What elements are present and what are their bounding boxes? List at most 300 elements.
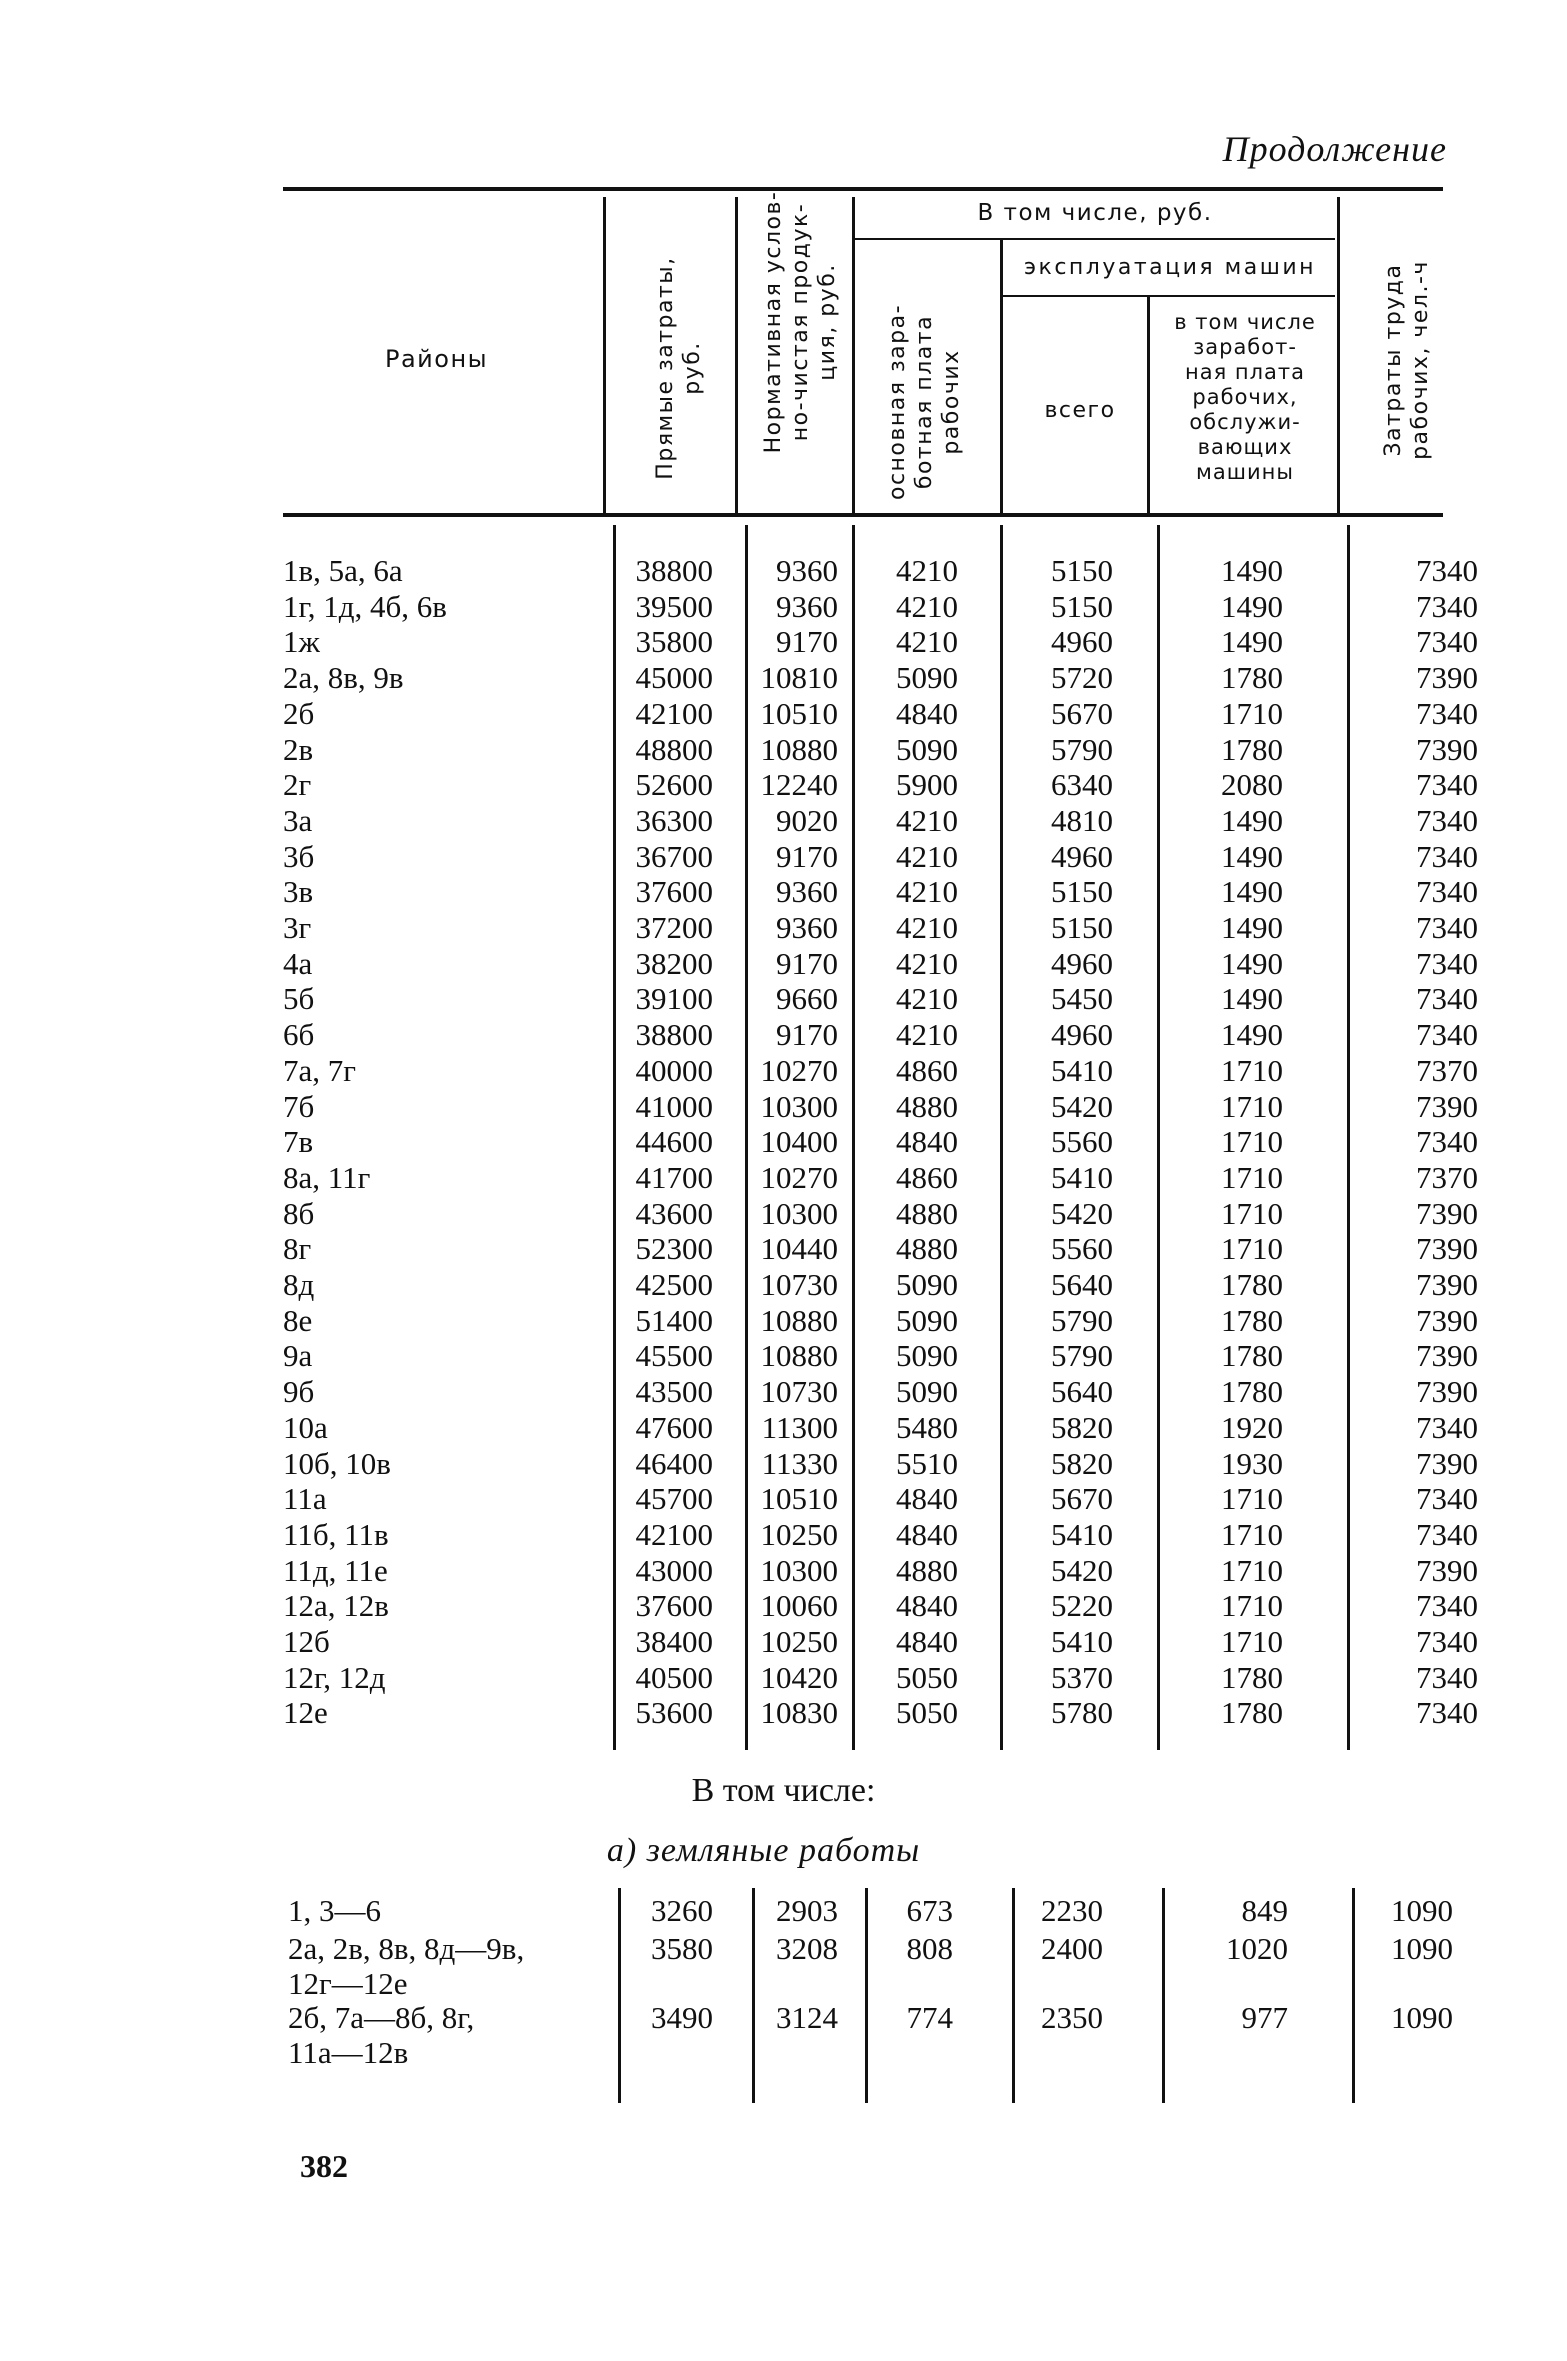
cell-machine-wage: 1930 (1221, 1445, 1283, 1481)
cell-base-wage: 4210 (896, 945, 958, 981)
cell-direct-costs: 46400 (635, 1445, 713, 1481)
cell-machine-wage: 1780 (1221, 731, 1283, 767)
cell-machine-wage: 1710 (1221, 1052, 1283, 1088)
cell-labor-costs: 7340 (1416, 1659, 1478, 1695)
cell-machine-total: 5450 (1051, 981, 1113, 1017)
cell-normative-product: 9360 (776, 874, 838, 910)
cell-labor-costs: 7340 (1416, 1481, 1478, 1517)
cell-machine-wage: 1710 (1221, 1195, 1283, 1231)
cell-labor-costs: 7390 (1416, 1088, 1478, 1124)
cell-district: 12а, 12в (283, 1588, 389, 1624)
header-base-wage: основная зара- ботная плата рабочих (885, 303, 964, 501)
cell-labor-costs: 7340 (1416, 588, 1478, 624)
cell-machine-wage: 1490 (1221, 1017, 1283, 1053)
cell-base-wage: 4210 (896, 981, 958, 1017)
cell-base-wage: 4210 (896, 553, 958, 588)
cell-base-wage: 4880 (896, 1231, 958, 1267)
cell-machine-wage: 1490 (1221, 945, 1283, 981)
cell-labor-costs: 7340 (1416, 1017, 1478, 1053)
cell-district: 11б, 11в (283, 1516, 389, 1552)
cell-normative-product: 2903 (776, 1893, 838, 1928)
cell-district: 1ж (283, 624, 320, 660)
cell-machine-wage: 1490 (1221, 553, 1283, 588)
table-row (283, 732, 1483, 768)
cell-machine-total: 4810 (1051, 802, 1113, 838)
cell-district: 3а (283, 802, 313, 838)
cell-normative-product: 10300 (760, 1088, 838, 1124)
cell-direct-costs: 45500 (635, 1338, 713, 1374)
table-row (283, 589, 1483, 625)
cell-district-continued: 11а—12в (288, 2035, 409, 2070)
cell-machine-total: 5670 (1051, 1481, 1113, 1517)
cell-machine-wage: 1710 (1221, 1088, 1283, 1124)
cell-normative-product: 10730 (760, 1374, 838, 1410)
cell-normative-product: 9660 (776, 981, 838, 1017)
cell-direct-costs: 35800 (635, 624, 713, 660)
cell-base-wage: 4210 (896, 1017, 958, 1053)
cell-base-wage: 5050 (896, 1695, 958, 1731)
cell-labor-costs: 7340 (1416, 802, 1478, 838)
table-row (283, 1017, 1483, 1053)
header-labor-costs: Затраты труда рабочих, чел.-ч (1381, 260, 1433, 460)
table-row (283, 1695, 1483, 1731)
table-row (283, 1089, 1483, 1125)
cell-machine-total: 5640 (1051, 1267, 1113, 1302)
cell-labor-costs: 7340 (1416, 945, 1478, 981)
cell-district: 7а, 7г (283, 1052, 356, 1088)
cell-district: 8б (283, 1195, 315, 1231)
cell-district: 2б, 7а—8б, 8г, (288, 2000, 475, 2035)
cell-district: 2а, 2в, 8в, 8д—9в, (288, 1931, 525, 1966)
cell-direct-costs: 42100 (635, 1516, 713, 1552)
sub-divider-5 (1162, 1888, 1165, 2103)
cell-base-wage: 4210 (896, 588, 958, 624)
cell-labor-costs: 7340 (1416, 1516, 1478, 1552)
cell-base-wage: 4860 (896, 1052, 958, 1088)
cell-normative-product: 10400 (760, 1124, 838, 1160)
cell-labor-costs: 7390 (1416, 1302, 1478, 1338)
header-machine-operation: эксплуатация машин (1023, 255, 1317, 280)
cell-labor-costs: 1090 (1391, 2000, 1453, 2035)
cell-base-wage: 4210 (896, 624, 958, 660)
cell-district: 2а, 8в, 9в (283, 660, 404, 696)
table-row (283, 1446, 1483, 1482)
table-row (283, 1517, 1483, 1553)
cell-base-wage: 4880 (896, 1552, 958, 1588)
cell-machine-total: 5560 (1051, 1124, 1113, 1160)
table-row (283, 1481, 1483, 1517)
cell-base-wage: 5090 (896, 1338, 958, 1374)
cell-district: 7в (283, 1124, 314, 1160)
cell-direct-costs: 48800 (635, 731, 713, 767)
cell-base-wage: 673 (906, 1893, 953, 1928)
cell-base-wage: 5090 (896, 1302, 958, 1338)
cell-direct-costs: 52300 (635, 1231, 713, 1267)
cell-normative-product: 9170 (776, 838, 838, 874)
cell-machine-wage: 1780 (1221, 1267, 1283, 1302)
cell-machine-wage: 1710 (1221, 1159, 1283, 1195)
cell-normative-product: 3124 (776, 2000, 838, 2035)
cell-direct-costs: 44600 (635, 1124, 713, 1160)
cell-normative-product: 10810 (760, 660, 838, 696)
cell-district: 10б, 10в (283, 1445, 391, 1481)
cell-machine-total: 5640 (1051, 1374, 1113, 1410)
cell-labor-costs: 7390 (1416, 1195, 1478, 1231)
cell-base-wage: 4860 (896, 1159, 958, 1195)
table-row (283, 1303, 1483, 1339)
cell-normative-product: 10880 (760, 731, 838, 767)
header-divider-3 (852, 197, 855, 513)
cell-machine-total: 6340 (1051, 767, 1113, 803)
cell-labor-costs: 7340 (1416, 981, 1478, 1017)
cell-machine-total: 5820 (1051, 1409, 1113, 1445)
cell-direct-costs: 42500 (635, 1267, 713, 1302)
cell-district: 3в (283, 874, 314, 910)
cell-district: 8а, 11г (283, 1159, 371, 1195)
cell-base-wage: 4840 (896, 1124, 958, 1160)
cell-machine-wage: 1490 (1221, 802, 1283, 838)
cell-labor-costs: 7390 (1416, 1338, 1478, 1374)
table-row (283, 946, 1483, 982)
cell-normative-product: 11330 (761, 1445, 838, 1481)
cell-direct-costs: 41700 (635, 1159, 713, 1195)
cell-direct-costs: 38400 (635, 1624, 713, 1659)
table-row (283, 1196, 1483, 1232)
cell-district: 11а (283, 1481, 327, 1517)
cell-district: 9а (283, 1338, 313, 1374)
table-row (283, 874, 1483, 910)
cell-base-wage: 5090 (896, 1374, 958, 1410)
cell-direct-costs: 39100 (635, 981, 713, 1017)
table-top-rule (283, 187, 1443, 191)
cell-machine-wage: 1710 (1221, 1124, 1283, 1160)
cell-machine-total: 5420 (1051, 1088, 1113, 1124)
section-subtitle: а) земляные работы (606, 1832, 921, 1869)
header-rule-machine (1000, 295, 1335, 297)
cell-labor-costs: 7340 (1416, 910, 1478, 945)
cell-direct-costs: 38800 (635, 1017, 713, 1053)
cell-machine-total: 5150 (1051, 588, 1113, 624)
header-divider-1 (603, 197, 606, 513)
cell-district: 1, 3—6 (288, 1893, 381, 1928)
sub-divider-1 (618, 1888, 621, 2103)
cell-machine-total: 5820 (1051, 1445, 1113, 1481)
sub-divider-6 (1352, 1888, 1355, 2103)
cell-normative-product: 10830 (760, 1695, 838, 1731)
cell-machine-total: 5150 (1051, 910, 1113, 945)
cell-machine-wage: 1920 (1221, 1409, 1283, 1445)
cell-machine-wage: 1490 (1221, 624, 1283, 660)
cell-machine-total: 5410 (1051, 1052, 1113, 1088)
header-divider-5 (1147, 297, 1150, 513)
cell-base-wage: 4840 (896, 1624, 958, 1659)
cell-base-wage: 4210 (896, 802, 958, 838)
cell-direct-costs: 45700 (635, 1481, 713, 1517)
cell-direct-costs: 3260 (651, 1893, 713, 1928)
table-row (283, 624, 1483, 660)
cell-district: 4а (283, 945, 313, 981)
header-divider-6 (1337, 197, 1340, 513)
cell-normative-product: 9170 (776, 945, 838, 981)
cell-machine-total: 5420 (1051, 1195, 1113, 1231)
header-direct-costs: Прямые затраты, руб. (653, 256, 705, 480)
cell-machine-total: 5220 (1051, 1588, 1113, 1624)
cell-normative-product: 9170 (776, 624, 838, 660)
cell-normative-product: 10420 (760, 1659, 838, 1695)
cell-base-wage: 808 (906, 1931, 953, 1966)
cell-machine-total: 4960 (1051, 1017, 1113, 1053)
cell-machine-total: 5420 (1051, 1552, 1113, 1588)
cell-district: 12г, 12д (283, 1659, 386, 1695)
cell-direct-costs: 47600 (635, 1409, 713, 1445)
cell-machine-wage: 1780 (1221, 1302, 1283, 1338)
cell-labor-costs: 1090 (1391, 1893, 1453, 1928)
cell-base-wage: 4880 (896, 1195, 958, 1231)
cell-normative-product: 10300 (760, 1195, 838, 1231)
cell-labor-costs: 7340 (1416, 1588, 1478, 1624)
page-number: 382 (300, 2148, 348, 2184)
cell-base-wage: 4210 (896, 838, 958, 874)
cell-district: 8е (283, 1302, 313, 1338)
table-row (283, 1338, 1483, 1374)
cell-machine-wage: 1490 (1221, 838, 1283, 874)
header-rule-including (855, 238, 1335, 240)
cell-labor-costs: 7390 (1416, 660, 1478, 696)
cell-district: 2б (283, 695, 315, 731)
cell-normative-product: 9170 (776, 1017, 838, 1053)
cell-normative-product: 10270 (760, 1052, 838, 1088)
cell-labor-costs: 7390 (1416, 1267, 1478, 1302)
cell-machine-wage: 1780 (1221, 1338, 1283, 1374)
cell-machine-total: 5560 (1051, 1231, 1113, 1267)
header-districts: Районы (385, 345, 489, 373)
cell-normative-product: 10250 (760, 1516, 838, 1552)
table-row (283, 1374, 1483, 1410)
cell-district: 2г (283, 767, 312, 803)
table-row (283, 660, 1483, 696)
cell-machine-total: 5370 (1051, 1659, 1113, 1695)
cell-district: 2в (283, 731, 314, 767)
cell-machine-wage: 1780 (1221, 660, 1283, 696)
cell-direct-costs: 53600 (635, 1695, 713, 1731)
table-row (283, 553, 1483, 589)
continuation-label: Продолжение (1222, 129, 1447, 169)
cell-labor-costs: 7340 (1416, 1409, 1478, 1445)
sub-divider-3 (865, 1888, 868, 2103)
sub-divider-2 (752, 1888, 755, 2103)
cell-normative-product: 9360 (776, 553, 838, 588)
header-bottom-rule (283, 513, 1443, 517)
cell-machine-wage: 849 (1241, 1893, 1288, 1928)
cell-machine-total: 5720 (1051, 660, 1113, 696)
cell-direct-costs: 41000 (635, 1088, 713, 1124)
cell-machine-wage: 1490 (1221, 588, 1283, 624)
cell-machine-wage: 1710 (1221, 695, 1283, 731)
cell-direct-costs: 43000 (635, 1552, 713, 1588)
cell-machine-wage: 1780 (1221, 1374, 1283, 1410)
table-row (283, 1553, 1483, 1589)
cell-direct-costs: 40000 (635, 1052, 713, 1088)
cell-machine-wage: 1780 (1221, 1695, 1283, 1731)
cell-direct-costs: 43600 (635, 1195, 713, 1231)
cell-direct-costs: 51400 (635, 1302, 713, 1338)
cell-base-wage: 4840 (896, 1588, 958, 1624)
cell-normative-product: 10250 (760, 1624, 838, 1659)
cell-machine-wage: 1710 (1221, 1624, 1283, 1659)
cell-base-wage: 4840 (896, 1481, 958, 1517)
cell-district: 8г (283, 1231, 312, 1267)
cell-machine-wage: 1490 (1221, 981, 1283, 1017)
cell-base-wage: 4840 (896, 695, 958, 731)
cell-labor-costs: 7390 (1416, 1552, 1478, 1588)
table-row (283, 1053, 1483, 1089)
cell-district: 10а (283, 1409, 328, 1445)
cell-machine-total: 5410 (1051, 1516, 1113, 1552)
cell-normative-product: 12240 (760, 767, 838, 803)
table-row (283, 1267, 1483, 1303)
cell-base-wage: 4210 (896, 874, 958, 910)
table-row (283, 767, 1483, 803)
table-row (283, 1588, 1483, 1624)
cell-labor-costs: 7340 (1416, 1695, 1478, 1731)
table-row (283, 981, 1483, 1017)
cell-labor-costs: 7390 (1416, 1445, 1478, 1481)
cell-labor-costs: 7340 (1416, 695, 1478, 731)
cell-machine-total: 5790 (1051, 1338, 1113, 1374)
cell-machine-wage: 1490 (1221, 874, 1283, 910)
cell-normative-product: 11300 (761, 1409, 838, 1445)
cell-direct-costs: 37600 (635, 874, 713, 910)
cell-machine-wage: 2080 (1221, 767, 1283, 803)
cell-normative-product: 10440 (760, 1231, 838, 1267)
cell-district: 11д, 11е (283, 1552, 388, 1588)
table-row (283, 1231, 1483, 1267)
cell-machine-wage: 1710 (1221, 1481, 1283, 1517)
cell-machine-total: 5780 (1051, 1695, 1113, 1731)
cell-machine-wage: 977 (1241, 2000, 1288, 2035)
cell-machine-wage: 1710 (1221, 1516, 1283, 1552)
cell-normative-product: 10880 (760, 1338, 838, 1374)
cell-district: 12б (283, 1624, 330, 1659)
cell-normative-product: 10510 (760, 695, 838, 731)
cell-direct-costs: 36300 (635, 802, 713, 838)
cell-machine-total: 4960 (1051, 624, 1113, 660)
cell-normative-product: 9360 (776, 910, 838, 945)
cell-machine-wage: 1490 (1221, 910, 1283, 945)
section-title: В том числе: (691, 1772, 876, 1809)
cell-normative-product: 3208 (776, 1931, 838, 1966)
cell-direct-costs: 40500 (635, 1659, 713, 1695)
cell-base-wage: 5050 (896, 1659, 958, 1695)
cell-district: 3б (283, 838, 315, 874)
cell-machine-total: 2350 (1041, 2000, 1103, 2035)
cell-base-wage: 5090 (896, 1267, 958, 1302)
cell-district: 1г, 1д, 4б, 6в (283, 588, 447, 624)
header-divider-4 (1000, 240, 1003, 513)
cell-base-wage: 4880 (896, 1088, 958, 1124)
cell-labor-costs: 7390 (1416, 731, 1478, 767)
cell-base-wage: 5900 (896, 767, 958, 803)
header-machine-wage: в том числе заработ- ная плата рабочих, обслужи- вающих машины (1174, 310, 1316, 484)
cell-machine-total: 5410 (1051, 1159, 1113, 1195)
cell-labor-costs: 7340 (1416, 553, 1478, 588)
cell-labor-costs: 7370 (1416, 1052, 1478, 1088)
cell-base-wage: 4210 (896, 910, 958, 945)
cell-normative-product: 10880 (760, 1302, 838, 1338)
cell-base-wage: 774 (906, 2000, 953, 2035)
cell-base-wage: 5090 (896, 660, 958, 696)
cell-direct-costs: 43500 (635, 1374, 713, 1410)
cell-labor-costs: 7340 (1416, 1124, 1478, 1160)
header-including: В том числе, руб. (977, 200, 1213, 226)
table-row (283, 839, 1483, 875)
cell-normative-product: 10730 (760, 1267, 838, 1302)
cell-district: 6б (283, 1017, 315, 1053)
cell-machine-total: 5410 (1051, 1624, 1113, 1659)
cell-machine-total: 5150 (1051, 874, 1113, 910)
table-row (283, 1660, 1483, 1696)
header-normative-product: Нормативная услов- но-чистая продук- ция, руб. (761, 190, 840, 454)
cell-machine-total: 4960 (1051, 838, 1113, 874)
cell-base-wage: 5090 (896, 731, 958, 767)
cell-district: 9б (283, 1374, 315, 1410)
cell-labor-costs: 7390 (1416, 1374, 1478, 1410)
cell-base-wage: 5510 (896, 1445, 958, 1481)
cell-district: 3г (283, 910, 312, 945)
cell-district: 5б (283, 981, 315, 1017)
cell-direct-costs: 45000 (635, 660, 713, 696)
cell-machine-total: 2400 (1041, 1931, 1103, 1966)
cell-machine-wage: 1710 (1221, 1231, 1283, 1267)
cell-normative-product: 9020 (776, 802, 838, 838)
cell-machine-total: 5790 (1051, 731, 1113, 767)
cell-district: 8д (283, 1267, 315, 1302)
cell-labor-costs: 7340 (1416, 767, 1478, 803)
table-row (283, 1624, 1483, 1660)
table-row (283, 696, 1483, 732)
cell-machine-wage: 1020 (1226, 1931, 1288, 1966)
cell-normative-product: 9360 (776, 588, 838, 624)
cell-labor-costs: 1090 (1391, 1931, 1453, 1966)
cell-direct-costs: 52600 (635, 767, 713, 803)
cell-normative-product: 10510 (760, 1481, 838, 1517)
cell-base-wage: 4840 (896, 1516, 958, 1552)
cell-machine-total: 2230 (1041, 1893, 1103, 1928)
cell-direct-costs: 37200 (635, 910, 713, 945)
cell-machine-wage: 1710 (1221, 1552, 1283, 1588)
cell-direct-costs: 3490 (651, 2000, 713, 2035)
cell-district: 1в, 5а, 6а (283, 553, 403, 588)
cell-machine-total: 4960 (1051, 945, 1113, 981)
cell-labor-costs: 7340 (1416, 1624, 1478, 1659)
table-row (283, 1410, 1483, 1446)
cell-labor-costs: 7340 (1416, 838, 1478, 874)
cell-direct-costs: 37600 (635, 1588, 713, 1624)
cell-labor-costs: 7390 (1416, 1231, 1478, 1267)
table-row (283, 1160, 1483, 1196)
cell-machine-total: 5670 (1051, 695, 1113, 731)
cell-labor-costs: 7370 (1416, 1159, 1478, 1195)
cell-district-continued: 12г—12е (288, 1966, 408, 2001)
cell-direct-costs: 38200 (635, 945, 713, 981)
table-row (283, 803, 1483, 839)
cell-labor-costs: 7340 (1416, 874, 1478, 910)
cell-base-wage: 5480 (896, 1409, 958, 1445)
cell-normative-product: 10300 (760, 1552, 838, 1588)
cell-labor-costs: 7340 (1416, 624, 1478, 660)
cell-direct-costs: 39500 (635, 588, 713, 624)
header-total: всего (1044, 398, 1116, 423)
